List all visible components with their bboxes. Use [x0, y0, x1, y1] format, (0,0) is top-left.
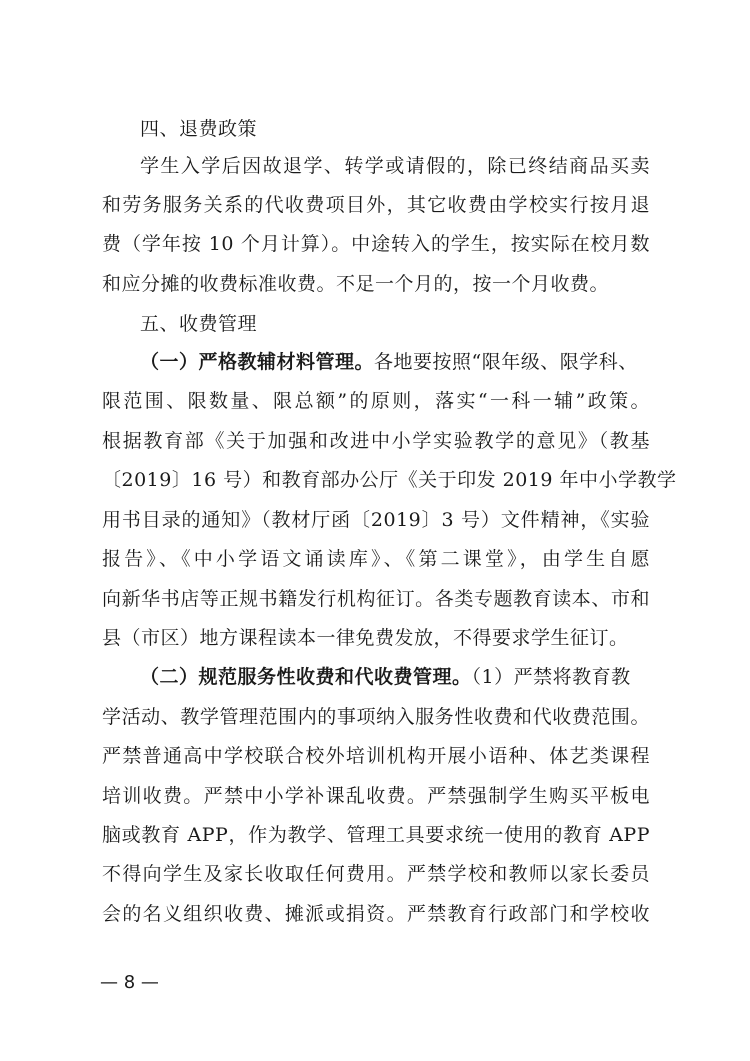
paragraph-line: 向新华书店等正规书籍发行机构征订。各类专题教育读本、市和 — [102, 588, 650, 610]
paragraph-line: 和劳务服务关系的代收费项目外，其它收费由学校实行按月退 — [102, 194, 650, 216]
page-number: — 8 — — [100, 972, 159, 993]
paragraph-line: 报告》、《中小学语文诵读库》、《第二课堂》，由学生自愿 — [102, 548, 650, 570]
paragraph-line: 会的名义组织收费、摊派或捐资。严禁教育行政部门和学校收 — [102, 903, 650, 925]
paragraph-line: 和应分摊的收费标准收费。不足一个月的，按一个月收费。 — [102, 273, 610, 295]
item2-title: （二）规范服务性收费和代收费管理。 — [140, 666, 472, 688]
item2-first-rest: （1）严禁将教育教 — [471, 666, 631, 688]
paragraph-line: 不得向学生及家长收取任何费用。严禁学校和教师以家长委员 — [102, 863, 650, 885]
section-heading-fee-management: 五、收费管理 — [140, 313, 258, 335]
paragraph-line: 学生入学后因故退学、转学或请假的，除已终结商品买卖 — [140, 155, 650, 177]
paragraph-line: 培训收费。严禁中小学补课乱收费。严禁强制学生购买平板电 — [102, 785, 650, 807]
item1-first-rest: 各地要按照“限年级、限学科、 — [374, 351, 638, 373]
paragraph-line: 根据教育部《关于加强和改进中小学实验教学的意见》（教基 — [102, 430, 650, 452]
paragraph-line: 用书目录的通知》（教材厅函〔2019〕3 号）文件精神，《实验 — [102, 509, 650, 531]
paragraph-line: 县（市区）地方课程读本一律免费发放，不得要求学生征订。 — [102, 627, 629, 649]
paragraph-line: 严禁普通高中学校联合校外培训机构开展小语种、体艺类课程 — [102, 745, 650, 767]
paragraph-line: 学活动、教学管理范围内的事项纳入服务性收费和代收费范围。 — [102, 706, 650, 728]
paragraph-line: 〔2019〕16 号）和教育部办公厅《关于印发 2019 年中小学教学 — [102, 469, 677, 491]
item1-title: （一）严格教辅材料管理。 — [140, 351, 375, 373]
paragraph-line: 限范围、限数量、限总额”的原则，落实“一科一辅”政策。 — [102, 390, 650, 412]
item1-first-line — [140, 350, 650, 374]
paragraph-line: 费（学年按 10 个月计算）。中途转入的学生，按实际在校月数 — [102, 233, 650, 255]
item2-first-line — [140, 665, 650, 689]
paragraph-line: 脑或教育 APP，作为教学、管理工具要求统一使用的教育 APP — [102, 824, 650, 846]
section-heading-refund-policy: 四、退费政策 — [140, 118, 258, 140]
